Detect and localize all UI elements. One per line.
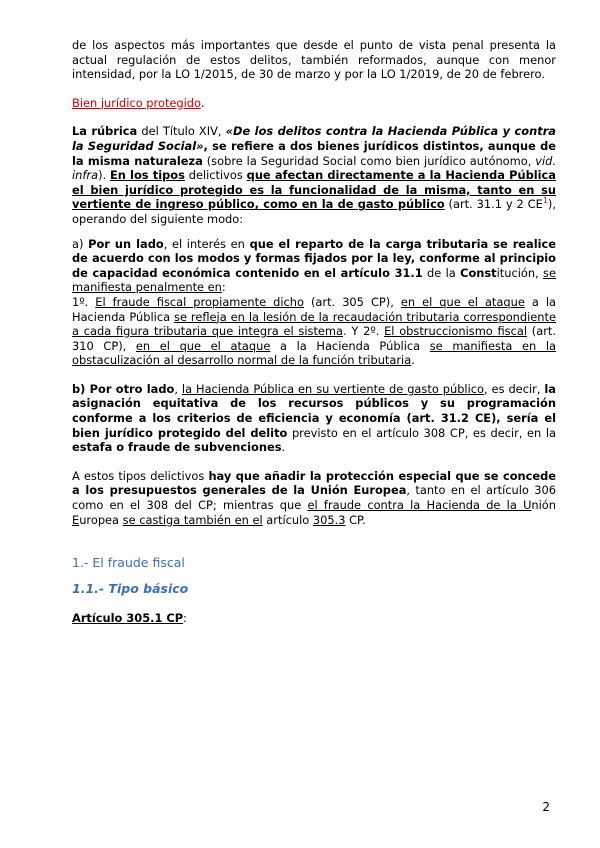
heading-text: Bien jurídico protegido	[72, 95, 201, 110]
text: artículo	[262, 512, 313, 527]
text: .	[281, 440, 286, 455]
text: nión	[531, 498, 556, 513]
document-page	[72, 38, 556, 626]
text: ,	[174, 381, 182, 396]
text: el fraude contra la Hacienda de la U	[307, 498, 532, 513]
text: (art. 310 CP),	[72, 324, 556, 353]
text: ), operando del siguiente modo:	[72, 197, 556, 226]
text: :	[221, 280, 226, 295]
paragraph-1-2	[72, 295, 556, 368]
text: «De los delitos contra la Hacienda Pública y contra la Seguridad Social»	[72, 124, 556, 153]
text: en el que el ataque	[135, 338, 271, 353]
article-heading	[72, 611, 556, 626]
text: CP.	[345, 512, 366, 527]
text: de los aspectos más importantes que desde el punto de vista penal presenta la actual regulación de estos delitos, también reformados, aunque con menor intensidad, por la LO 1/2015, de 30 de marzo y por la LO 1/2019, de 20 de febrero.	[72, 38, 556, 82]
text: a la Hacienda Pública	[270, 338, 430, 353]
text: vid. infra	[72, 153, 556, 183]
text: que afectan directamente a la Hacienda Pública el bien jurídico protegido es la funcionalidad de la misma, tanto en su vertiente de ingreso público, como en la de gasto público	[72, 168, 556, 212]
text: itución	[496, 265, 536, 280]
text: , el interés en	[163, 236, 250, 251]
text: a la Hacienda Pública	[72, 294, 556, 324]
section-heading-fraude-fiscal: 1.- El fraude fiscal	[72, 555, 185, 571]
text: se castiga también en el	[122, 512, 263, 527]
text: A estos tipos delictivos	[72, 468, 209, 483]
paragraph-a	[72, 237, 556, 295]
footnote-ref[interactable]: 1	[542, 196, 548, 206]
heading-bien-juridico	[72, 96, 556, 111]
subsection-heading-tipo-basico: 1.1.- Tipo básico	[72, 581, 189, 597]
text: la asignación equitativa de los recursos públicos y su programación conforme a los criterios de eficiencia y economía (art. 31.2 CE), sería el bien jurídico protegido del delito	[72, 381, 556, 440]
text: delictivos	[184, 168, 247, 183]
text: la Hacienda Pública en su vertiente de gasto público	[181, 381, 484, 396]
text: hay que añadir la protección especial que se concede a los presupuestos generales de la Unión Europea	[72, 468, 556, 498]
text: , se refiere a dos bienes jurídicos distintos, aunque de la misma naturaleza	[72, 138, 556, 168]
text: .	[200, 95, 205, 110]
text: (sobre la Seguridad Social como bien jurídico autónomo,	[202, 153, 536, 168]
paragraph-b	[72, 382, 556, 455]
text: que el reparto de la carga tributaria se realice de acuerdo con los modos y formas fijados por la ley, conforme al principio de capacidad económica contenido en el artículo 31.1	[72, 236, 557, 280]
text: se manifiesta penalmente en	[72, 265, 556, 295]
text: , tanto en el artículo 306 como en el 308 del CP; mientras que	[72, 483, 556, 513]
text: E	[72, 512, 80, 527]
text: estafa o fraude de subvenciones	[72, 440, 282, 455]
text: En los tipos	[109, 168, 185, 183]
text: El fraude fiscal propiamente dicho	[95, 294, 304, 309]
text: a)	[72, 236, 89, 251]
paragraph-rubrica	[72, 124, 556, 226]
text: se manifiesta en la obstaculización al desarrollo normal de la función tributaria	[72, 338, 556, 368]
text: 1º.	[72, 294, 96, 309]
text: b) Por otro lado	[72, 381, 175, 396]
text: , es decir,	[483, 381, 545, 396]
text: previsto en el artículo 308 CP, es decir, en la	[287, 425, 556, 440]
text: se refleja en la lesión de la recaudación tributaria correspondiente a cada figura tributaria que integra el sistema	[72, 309, 556, 339]
text: Artículo 305.1 CP	[72, 611, 184, 626]
text: ).	[98, 168, 110, 183]
text: (art. 31.1 y 2 CE	[444, 197, 543, 212]
paragraph-union-europea	[72, 469, 556, 527]
text: uropea	[79, 512, 120, 527]
text: ,	[535, 265, 544, 280]
text: . Y 2º.	[343, 324, 385, 339]
page-number: 2	[542, 800, 550, 814]
text: Por un lado	[88, 236, 164, 251]
text: (art. 305 CP),	[303, 294, 401, 309]
text: La rúbrica	[72, 124, 138, 139]
text: 305.3	[312, 512, 346, 527]
text: de la	[422, 265, 461, 280]
text: El obstruccionismo fiscal	[384, 324, 528, 339]
text: en el que el ataque	[400, 294, 525, 309]
text: Const	[460, 265, 497, 280]
text: :	[183, 611, 187, 626]
text: .	[411, 353, 415, 368]
text: del Título XIV,	[137, 124, 226, 139]
paragraph-intro	[72, 38, 556, 82]
